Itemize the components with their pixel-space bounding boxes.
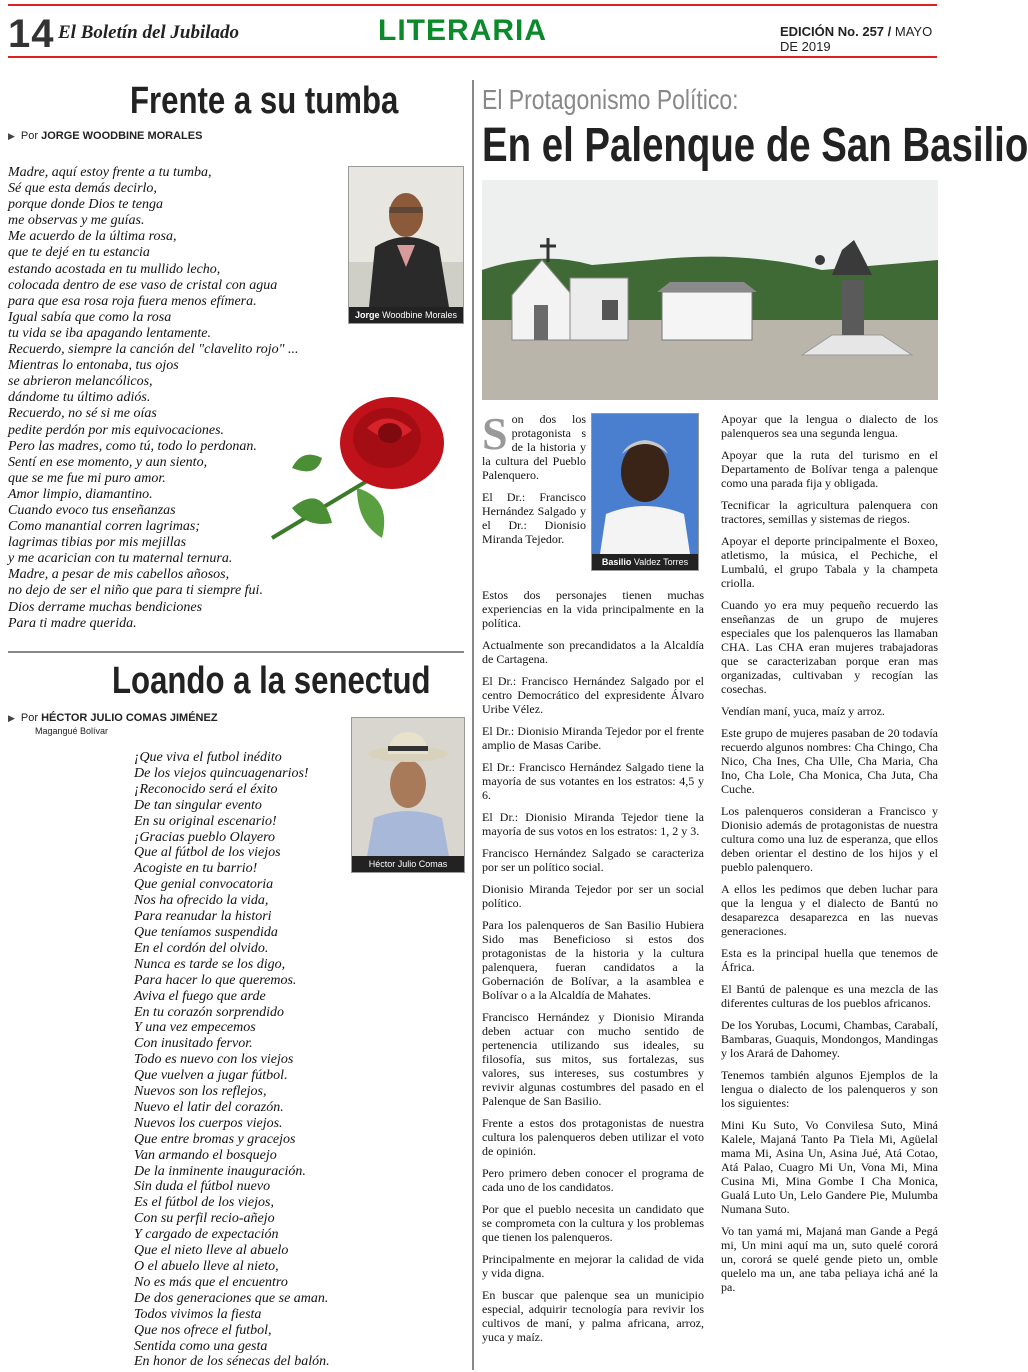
article-paragraph: De los Yorubas, Locumi, Chambas, Carabalí, Bambaras, Guaquis, Mondongos, Mandingas y los Arará de Dahomey.: [721, 1018, 938, 1060]
portrait-icon: [592, 414, 698, 554]
article-paragraph: Estos dos personajes tienen muchas experiencias en la vida principalmente en la política.: [482, 588, 704, 630]
portrait-icon: [349, 167, 463, 307]
newspaper-name: El Boletín del Jubilado: [58, 22, 240, 43]
article-paragraph: Mini Ku Suto, Vo Convilesa Suto, Miná Kalele, Majaná Tanto Pa Tiela Mi, Agüelal mama Mi, Asina Un, Asina Jué, Atá Cotao, Atá Palao, Cuagro Mi Un, Vona Mi, Mina Cusina Mi, Mina Gombe I Cha Monica, Gualá Luto Un, Lelo Gandere Pie, Mulumba Numana Suto.: [721, 1118, 938, 1216]
article-paragraph: Cuando yo era muy pequeño recuerdo las enseñanzas de un grupo de mujeres especiales que los palenqueros las llamaban CHA. Las CHA eran mujeres trabajadoras que se caracterizaban porque eran mas organizadas, cultivaban y recogían las cosechas.: [721, 598, 938, 696]
page-number: 14: [8, 12, 55, 56]
article-paragraph: A ellos les pedimos que deben luchar para que la lengua y el dialecto de Bantú no desaparezca desaparezca en las nuevas generaciones.: [721, 882, 938, 938]
article-lead: Son dos los protagonista s de la historia y la cultura del Pueblo Palenquero.: [482, 408, 586, 482]
dropcap: S: [482, 408, 508, 459]
edition-label: EDICIÓN: [780, 24, 835, 39]
column-divider: [472, 80, 474, 1370]
photo-caption-hector: Héctor Julio Comas Jiménez: [352, 856, 464, 872]
article-paragraph: El Dr.: Francisco Hernández Salgado tiene la mayoría de sus votantes en los estratos: 4,5 y 6.: [482, 760, 704, 802]
article-paragraph: Pero primero deben conocer el programa de cada uno de los candidatos.: [482, 1166, 704, 1194]
article-paragraph: Apoyar que la lengua o dialecto de los palenqueros sea una segunda lengua.: [721, 412, 938, 440]
article-paragraph: Apoyar que la ruta del turismo en el Departamento de Bolívar tenga a palenque como una parada fija y obligada.: [721, 448, 938, 490]
header-top-rule: [8, 4, 937, 6]
article-paragraph: Esta es la principal huella que tenemos de África.: [721, 946, 938, 974]
article-paragraph: Frente a estos dos protagonistas de nuestra cultura los palenqueros deben utilizar el voto de opinión.: [482, 1116, 704, 1158]
article-paragraph: Tenemos también algunos Ejemplos de la lengua o dialecto de los palenqueros y son los siguientes:: [721, 1068, 938, 1110]
edition-info: [780, 24, 945, 54]
article-paragraph: El Bantú de palenque es una mezcla de las diferentes culturas de los pueblos africanos.: [721, 982, 938, 1010]
article-col1: [482, 588, 704, 1352]
poem2-byline: ▶ Por HÉCTOR JULIO COMAS JIMÉNEZ: [8, 712, 218, 724]
article-paragraph: El Dr.: Francisco Hernández Salgado y el Dr.: Dionisio Miranda Tejedor.: [482, 490, 586, 546]
edition-number: No. 257 /: [837, 24, 892, 39]
photo-caption-jorge: Jorge Woodbine Morales: [349, 307, 463, 323]
red-rose-illustration: [262, 388, 462, 568]
article-paragraph: El Dr.: Francisco Hernández Salgado por el centro Democrático del expresidente Álvaro Uribe Vélez.: [482, 674, 704, 716]
photo-caption-basilio: Basilio Valdez Torres: [592, 554, 698, 570]
article-paragraph: Para los palenqueros de San Basilio Hubiera Sido mas Beneficioso si estos dos protagonistas de la historia y la cultura palenquera, fueran candidatos a la Gobernación de Bolívar, a la asamblea e Bolívar o a la Alcaldía de Mahates.: [482, 918, 704, 1002]
article-paragraph: En buscar que palenque sea un municipio especial, adquirir tecnología para revivir los cultivos de maní, y palma africana, arroz, yuca y maíz.: [482, 1288, 704, 1344]
poem1-byline: ▶ Por JORGE WOODBINE MORALES: [8, 130, 203, 142]
article-paragraph: Este grupo de mujeres pasaban de 20 todavía recuerdo algunos nombres: Cha Chingo, Cha Nico, Cha Ines, Cha Ulle, Cha Maria, Cha Ino, Cha Lole, Cha Monica, Cha Juta, Cha Cuche.: [721, 726, 938, 796]
author-photo-hector: [351, 717, 465, 885]
byline-arrow-icon: ▶: [8, 131, 15, 141]
article-paragraph: Los palenqueros consideran a Francisco y Dionisio además de protagonistas de nuestra cultura como una luz de esperanza, que ellos deben orientar el destino de los hijos y el pueblo palenquero.: [721, 804, 938, 874]
article-paragraph: Principalmente en mejorar la calidad de vida y vida digna.: [482, 1252, 704, 1280]
portrait-icon: [352, 718, 464, 856]
article-kicker: El Protagonismo Político:: [482, 84, 739, 115]
article-paragraph: Tecnificar la agricultura palenquera con tractores, semillas y sistemas de riegos.: [721, 498, 938, 526]
article-paragraph: Francisco Hernández Salgado se caracteriza por ser un político social.: [482, 846, 704, 874]
edition-date: MAYO DE 2019: [780, 24, 933, 54]
author-photo-basilio: [591, 413, 699, 571]
poem1-text: Madre, aquí estoy frente a tu tumba, Sé que esta demás decirlo, porque donde Dios te tenga me observas y me guías. Me acuerdo de la última rosa, que te dejé en tu estancia estando acostada en tu mullido lecho, colocada dentro de ese vaso de cristal con agua para que esa rosa roja fuera menos efímera. Igual sabía que como la rosa tu vida se iba apagando lentamente. Recuerdo, siempre la canción del "clavelito rojo" ... Mientras lo entonaba, tus ojos se abrieron melancólicos, dándome tu último adiós. Recuerdo, no sé si me oías pedite perdón por mis equivocaciones. Pero las madres, como tú, todo lo perdonan. Sentí en ese momento, y aun siento, que se me fue mi puro amor. Amor limpio, diamantino. Cuando evoco tus enseñanzas Como manantial corren lagrimas; lagrimas tibias por mis mejillas y me acarician con tu maternal ternura. Madre, a pesar de mis cabellos añosos, no dejo de ser el niño que para ti siempre fui. Dios derrame muchas bendiciones Para ti madre querida.: [8, 165, 299, 631]
article-paragraph: Por que el pueblo necesita un candidato que se comprometa con la cultura y los problemas que tienen los palenqueros.: [482, 1202, 704, 1244]
article-paragraph: Dionisio Miranda Tejedor por ser un social político.: [482, 882, 704, 910]
poem1-title: Frente a su tumba: [130, 80, 399, 122]
article-paragraph: Francisco Hernández y Dionisio Miranda deben actuar con mucho sentido de pertenencia utilizando sus ideales, su filosofía, sus mitos, sus fortalezas, sus valores, sus intereses, sus costumbres y revivir algunas costumbres del pasado en el Palenque de San Basilio.: [482, 1010, 704, 1108]
article-col2: [721, 412, 938, 1302]
poem2-title: Loando a la senectud: [112, 660, 431, 702]
header-bottom-rule: [8, 56, 937, 58]
article-paragraph: Vendían maní, yuca, maíz y arroz.: [721, 704, 885, 718]
article-paragraph: Actualmente son precandidatos a la Alcaldía de Cartagena.: [482, 638, 704, 666]
article-paragraph: Vo tan yamá mi, Majaná man Gande a Pegá mi, Un mini aquí ma un, suto quelé cororá un, cororá se quelé gende pieto un, omble quelelo ma un, ane taba peliaya ichá ané la pa.: [721, 1224, 938, 1294]
poem2-byline-place: Magangué Bolívar: [35, 726, 109, 736]
byline-arrow-icon: ▶: [8, 713, 15, 723]
article-headline: En el Palenque de San Basilio: [482, 119, 1028, 172]
article-paragraph: Apoyar el deporte principalmente el Boxeo, atletismo, la música, el Pechiche, el Lumbalú, el grupo Tabala y la champeta criolla.: [721, 534, 938, 590]
article-paragraph: El Dr.: Dionisio Miranda Tejedor tiene la mayoría de sus votos en los estratos: 1, 2 y 3.: [482, 810, 704, 838]
section-divider: [8, 651, 464, 653]
palenque-church-photo: [482, 180, 938, 400]
section-title: LITERARIA: [378, 14, 547, 47]
article-col1-top: [482, 408, 586, 554]
author-photo-jorge: [348, 166, 464, 324]
article-paragraph: El Dr.: Dionisio Miranda Tejedor por el frente amplio de Masas Caribe.: [482, 724, 704, 752]
poem2-text: ¡Que viva el futbol inédito De los viejos quincuagenarios! ¡Reconocido será el éxito De tan singular evento En su original escenario! ¡Gracias pueblo Olayero Que al fútbol de los viejos Acogiste en tu barrio! Que genial convocatoria Nos ha ofrecido la vida, Para reanudar la histori Que teníamos suspendida En el cordón del olvido. Nunca es tarde se los digo, Para hacer lo que queremos. Aviva el fuego que arde En tu corazón sorprendido Y una vez empecemos Con inusitado fervor. Todo es nuevo con los viejos Que vuelven a jugar fútbol. Nuevos son los reflejos, Nuevo el latir del corazón. Nuevos los cuerpos viejos. Que entre bromas y gracejos Van armando el bosquejo De la inminente inauguración. Sin duda el fútbol nuevo Es el fútbol de los viejos, Con su perfil recio-añejo Y cargado de expectación Que el nieto lleve al abuelo O el abuelo lleve al nieto, No es más que el encuentro De dos generaciones que se aman. Todos vivimos la fiesta Que nos ofrece el futbol, Sentida como una gesta En honor de los sénecas del balón.: [134, 750, 330, 1370]
